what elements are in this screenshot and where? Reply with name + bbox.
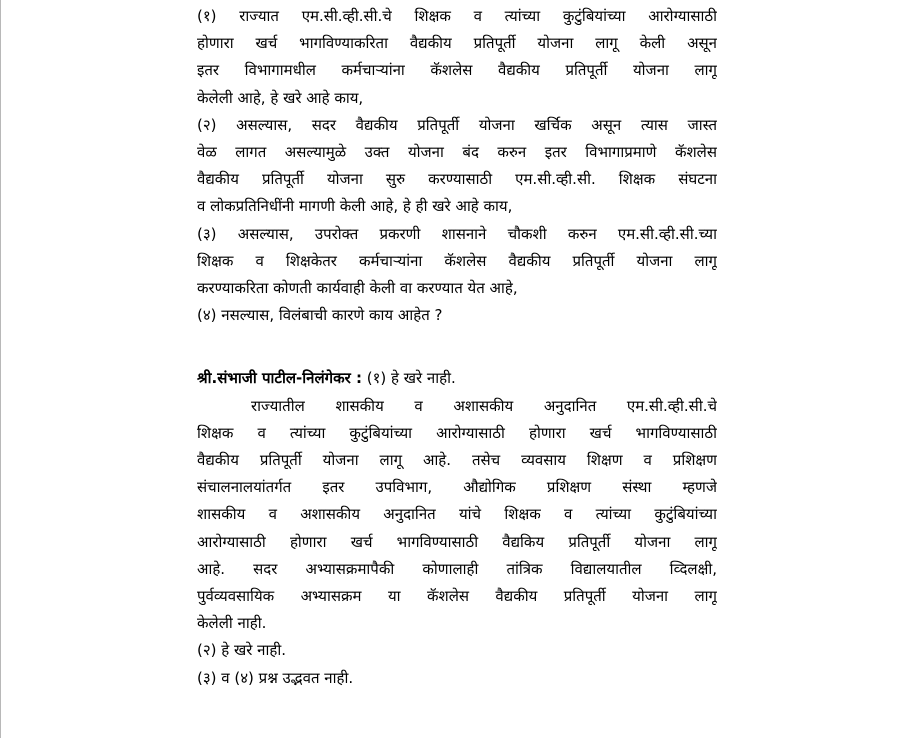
- answer-paragraph-line: शासकीय व अशासकीय अनुदानित यांचे शिक्षक व त्यांच्या कुटुंबियांच्या: [197, 505, 717, 524]
- question-line: (३) असल्यास, उपरोक्त प्रकरणी शासनाने चौकशी करुन एम.सी.व्ही.सी.च्या: [197, 224, 717, 243]
- question-line: व लोकप्रतिनिधींनी मागणी केली आहे, हे ही खरे आहे काय,: [197, 197, 513, 216]
- question-line: होणारा खर्च भागविण्याकरिता वैद्यकीय प्रतिपूर्ती योजना लागू केली असून: [197, 34, 717, 53]
- question-line: (२) असल्यास, सदर वैद्यकीय प्रतिपूर्ती योजना खर्चिक असून त्यास जास्त: [197, 115, 717, 134]
- question-line: इतर विभागामधील कर्मचाऱ्यांना कॅशलेस वैद्यकीय प्रतिपूर्ती योजना लागू: [197, 61, 717, 80]
- answer-paragraph-line: संचालनालयांतर्गत इतर उपविभाग, औद्योगिक प्रशिक्षण संस्था म्हणजे: [197, 478, 717, 497]
- reply-2: (२) हे खरे नाही.: [197, 641, 287, 660]
- document-body: [197, 3, 717, 692]
- answer-paragraph-line: पुर्वव्यवसायिक अभ्यासक्रम या कॅशलेस वैद्यकीय प्रतिपूर्ती योजना लागू: [197, 587, 717, 606]
- question-line: केलेली आहे, हे खरे आहे काय,: [197, 88, 364, 107]
- first-reply: (१) हे खरे नाही.: [366, 369, 456, 388]
- question-line: शिक्षक व शिक्षकेतर कर्मचाऱ्यांना कॅशलेस वैद्यकीय प्रतिपूर्ती योजना लागू: [197, 251, 717, 270]
- page-left-border: [0, 0, 1, 738]
- speaker-name: श्री.संभाजी पाटील-निलंगेकर :: [197, 369, 362, 388]
- answer-paragraph-line: केलेली नाही.: [197, 614, 267, 633]
- reply-3-4: (३) व (४) प्रश्न उद्भवत नाही.: [197, 668, 354, 687]
- question-line: (४) नसल्यास, विलंबाची कारणे काय आहेत ?: [197, 306, 443, 325]
- question-block: [197, 3, 717, 329]
- answer-paragraph-line: शिक्षक व त्यांच्या कुटुंबियांच्या आरोग्यासाठी होणारा खर्च भागविण्यासाठी: [197, 423, 717, 442]
- answer-paragraph-line: राज्यातील शासकीय व अशासकीय अनुदानित एम.सी.व्ही.सी.चे: [251, 396, 717, 415]
- answer-paragraph-line: वैद्यकीय प्रतिपूर्ती योजना लागू आहे. तसेच व्यवसाय शिक्षण व प्रशिक्षण: [197, 451, 717, 470]
- answer-paragraph-line: आरोग्यासाठी होणारा खर्च भागविण्यासाठी वैद्यकिय प्रतिपूर्ती योजना लागू: [197, 532, 717, 551]
- answer-block: [197, 365, 717, 691]
- question-line: करण्याकरिता कोणती कार्यवाही केली वा करण्यात येत आहे,: [197, 279, 518, 298]
- spacer: [197, 329, 717, 365]
- answer-paragraph-line: आहे. सदर अभ्यासक्रमापैकी कोणालाही तांत्रिक विद्यालयातील व्दिलक्षी,: [197, 559, 717, 578]
- question-line: वैद्यकीय प्रतिपूर्ती योजना सुरु करण्यासाठी एम.सी.व्ही.सी. शिक्षक संघटना: [197, 170, 717, 189]
- question-line: (१) राज्यात एम.सी.व्ही.सी.चे शिक्षक व त्यांच्या कुटुंबियांच्या आरोग्यासाठी: [197, 7, 717, 25]
- answer-heading: [197, 365, 717, 392]
- question-line: वेळ लागत असल्यामुळे उक्त योजना बंद करुन इतर विभागाप्रमाणे कॅशलेस: [197, 143, 717, 162]
